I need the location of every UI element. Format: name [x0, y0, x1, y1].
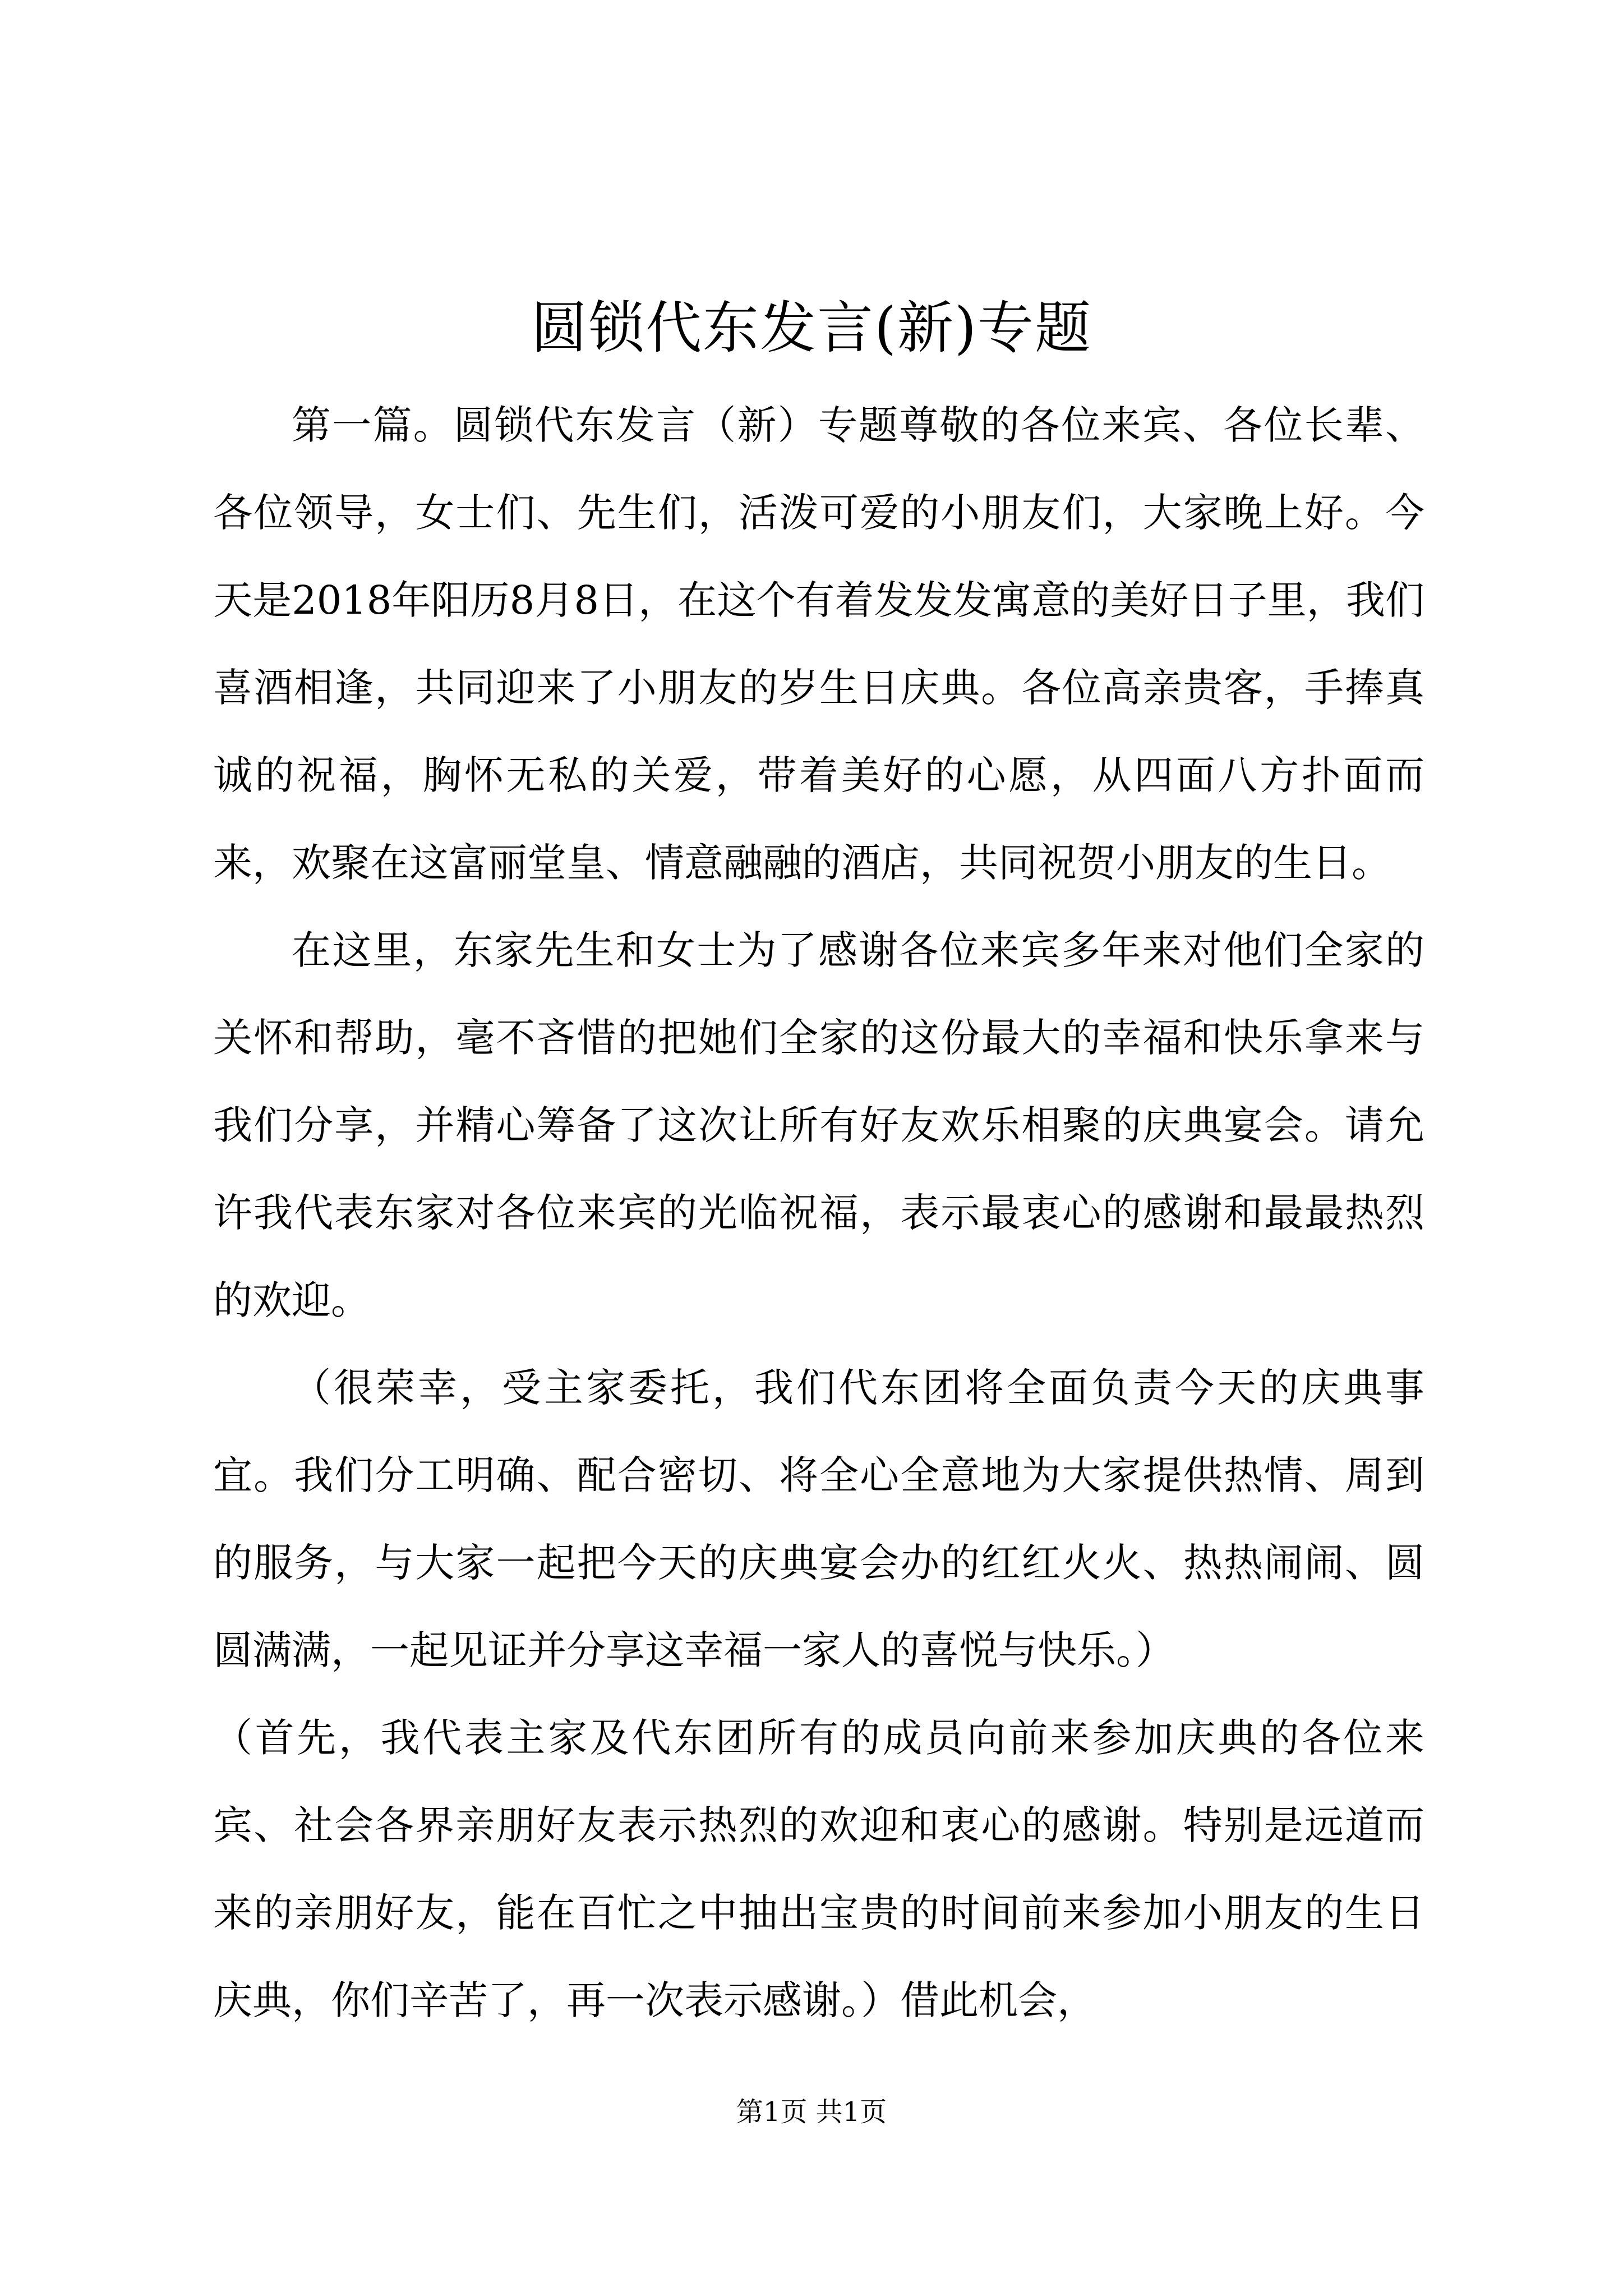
document-body — [213, 381, 1424, 2044]
paragraph-2: 在这里，东家先生和女士为了感谢各位来宾多年来对他们全家的关怀和帮助，毫不吝惜的把她们全家的这份最大的幸福和快乐拿来与我们分享，并精心筹备了这次让所有好友欢乐相聚的庆典宴会。请允许我代表东家对各位来宾的光临祝福，表示最衷心的感谢和最最热烈的欢迎。 — [213, 927, 1424, 1323]
page-number-footer: 第1页 共1页 — [736, 2096, 887, 2128]
paragraph-4: （首先，我代表主家及代东团所有的成员向前来参加庆典的各位来宾、社会各界亲朋好友表示热烈的欢迎和衷心的感谢。特别是远道而来的亲朋好友，能在百忙之中抽出宝贵的时间前来参加小朋友的生日庆典，你们辛苦了，再一次表示感谢。）借此机会， — [213, 1715, 1424, 2023]
paragraph-1: 第一篇。圆锁代东发言（新）专题尊敬的各位来宾、各位长辈、各位领导，女士们、先生们，活泼可爱的小朋友们，大家晚上好。今天是2018年阳历8月8日，在这个有着发发发寓意的美好日子里，我们喜酒相逢，共同迎来了小朋友的岁生日庆典。各位高亲贵客，手捧真诚的祝福，胸怀无私的关爱，带着美好的心愿，从四面八方扑面而来，欢聚在这富丽堂皇、情意融融的酒店，共同祝贺小朋友的生日。 — [213, 402, 1424, 886]
document-title: 圆锁代东发言(新)专题 — [531, 295, 1092, 361]
paragraph-3: （很荣幸，受主家委托，我们代东团将全面负责今天的庆典事宜。我们分工明确、配合密切、将全心全意地为大家提供热情、周到的服务，与大家一起把今天的庆典宴会办的红红火火、热热闹闹、圆圆满满，一起见证并分享这幸福一家人的喜悦与快乐。） — [213, 1365, 1424, 1673]
